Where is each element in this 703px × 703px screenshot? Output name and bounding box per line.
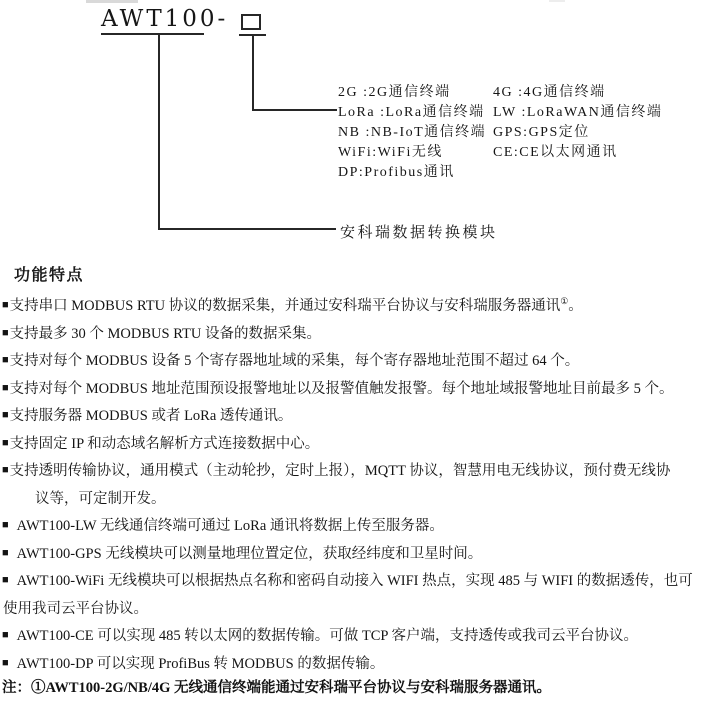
- suffix-option: LW :LoRaWAN通信终端: [493, 105, 663, 120]
- feature-line: [2, 568, 702, 596]
- feature-line: [2, 431, 702, 459]
- connector-line-vertical-model: [158, 35, 160, 230]
- bullet-icon: ■: [2, 299, 9, 311]
- bullet-icon: ■: [2, 409, 9, 421]
- features-list: [2, 293, 702, 698]
- feature-text: 支持最多 30 个 MODBUS RTU 设备的数据采集。: [9, 325, 321, 342]
- bullet-icon: ■: [2, 574, 9, 586]
- suffix-option: CE:CE以太网通讯: [493, 145, 618, 160]
- suffix-option: NB :NB-IoT通信终端: [338, 125, 487, 140]
- bullet-icon: ■: [2, 436, 9, 449]
- feature-text: 支持服务器 MODBUS 或者 LoRa 透传通讯。: [9, 408, 293, 424]
- feature-text: 议等，可定制开发。: [35, 490, 166, 507]
- scan-artifact: [86, 0, 138, 3]
- bullet-icon: ■: [2, 381, 9, 394]
- title-underline: [101, 33, 204, 35]
- feature-line: [2, 513, 702, 541]
- feature-line: [2, 623, 702, 651]
- feature-line-continuation: [2, 596, 702, 624]
- model-suffix-placeholder-box: [241, 14, 261, 30]
- module-description-label: 安科瑞数据转换模块: [340, 225, 498, 241]
- suffix-option: 2G :2G通信终端: [338, 85, 451, 100]
- connector-line-vertical-suffix: [252, 36, 254, 111]
- feature-text: 支持固定 IP 和动态域名解析方式连接数据中心。: [9, 435, 320, 452]
- feature-text: AWT100-WiFi 无线模块可以根据热点名称和密码自动接入 WIFI 热点，实现 485 与 WIFI 的数据透传，也可: [16, 573, 693, 589]
- bullet-icon: ■: [2, 326, 9, 339]
- feature-line: [2, 321, 702, 349]
- feature-text: 支持对每个 MODBUS 地址范围预设报警地址以及报警值触发报警。每个地址域报警地址目前最多 5 个。: [9, 380, 674, 397]
- feature-text: 支持透明传输协议，通用模式（主动轮抄，定时上报），MQTT 协议，智慧用电无线协议，预付费无线协: [9, 463, 671, 479]
- model-title: AWT100-: [101, 6, 229, 32]
- feature-text: 。: [568, 298, 583, 314]
- feature-text: 使用我司云平台协议。: [3, 600, 148, 617]
- suffix-option: 4G :4G通信终端: [493, 85, 606, 100]
- suffix-options-right-column: [493, 83, 662, 163]
- bullet-icon: ■: [2, 354, 9, 366]
- feature-line: [2, 403, 702, 431]
- feature-line-continuation: [2, 486, 702, 514]
- feature-text: 支持串口 MODBUS RTU 协议的数据采集，并通过安科瑞平台协议与安科瑞服务器通讯: [9, 298, 561, 314]
- bullet-icon: ■: [2, 656, 9, 669]
- feature-text: AWT100-DP 可以实现 ProfiBus 转 MODBUS 的数据传输。: [16, 655, 385, 672]
- footnote-ref: ①: [560, 296, 569, 307]
- suffix-option: DP:Profibus通讯: [338, 165, 455, 180]
- feature-line: [2, 293, 702, 321]
- feature-line: [2, 376, 702, 404]
- features-heading: 功能特点: [14, 267, 85, 284]
- feature-line: [2, 458, 702, 486]
- suffix-option: GPS:GPS定位: [493, 125, 590, 140]
- suffix-option: LoRa :LoRa通信终端: [338, 105, 485, 120]
- connector-line-horizontal-suffix: [252, 109, 337, 111]
- bullet-icon: ■: [2, 519, 9, 531]
- suffix-option: WiFi:WiFi无线: [338, 145, 443, 160]
- feature-line: [2, 651, 702, 679]
- bullet-icon: ■: [2, 629, 9, 641]
- scan-artifact: [549, 0, 565, 2]
- feature-text: 支持对每个 MODBUS 设备 5 个寄存器地址域的采集，每个寄存器地址范围不超过 64 个。: [9, 353, 580, 369]
- feature-line: [2, 348, 702, 376]
- feature-line: [2, 541, 702, 569]
- bullet-icon: ■: [2, 546, 9, 559]
- feature-text: AWT100-GPS 无线模块可以测量地理位置定位，获取经纬度和卫星时间。: [16, 545, 483, 562]
- feature-text: AWT100-LW 无线通信终端可通过 LoRa 通讯将数据上传至服务器。: [16, 518, 444, 534]
- connector-line-horizontal-model: [158, 228, 336, 230]
- footnote: 注：①AWT100-2G/NB/4G 无线通信终端能通过安科瑞平台协议与安科瑞服务器通讯。: [2, 680, 551, 696]
- feature-text: AWT100-CE 可以实现 485 转以太网的数据传输。可做 TCP 客户端，支持透传或我司云平台协议。: [16, 628, 639, 644]
- bullet-icon: ■: [2, 464, 9, 476]
- suffix-options-left-column: [338, 83, 486, 183]
